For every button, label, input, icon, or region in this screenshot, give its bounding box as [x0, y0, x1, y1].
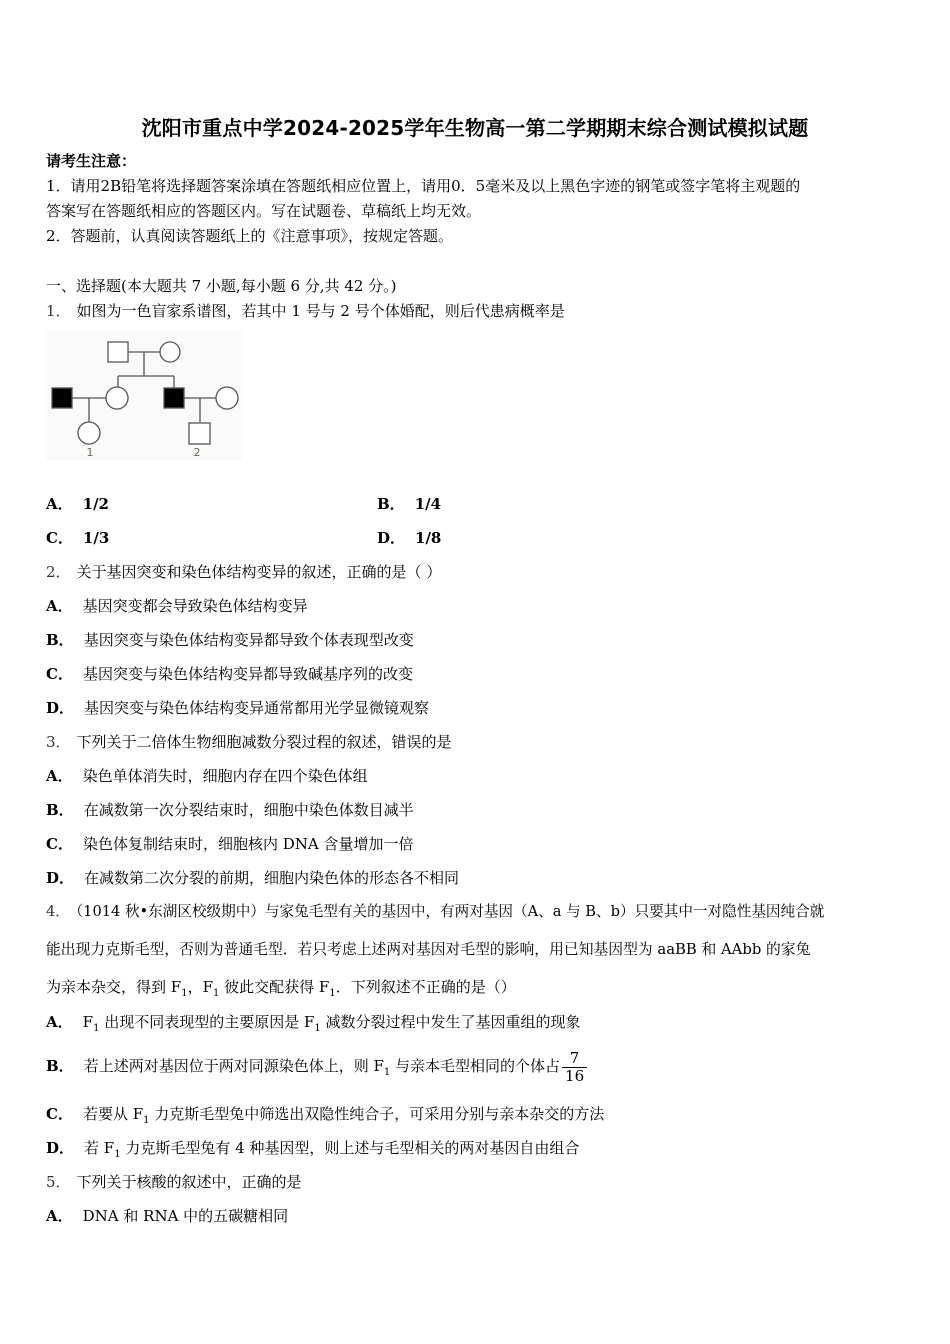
option-text: 1/4 — [414, 495, 442, 513]
option-label: B． — [377, 495, 405, 513]
notice-line-1a: 1．请用2B铅笔将选择题答案涂填在答题纸相应位置上，请用0．5毫米及以上黑色字迹的钢笔或签字笔将主观题的 — [46, 177, 801, 195]
q4-option-c — [46, 1104, 604, 1131]
q1-option-d — [377, 528, 441, 548]
notice-line-1b: 答案写在答题纸相应的答题区内。写在试题卷、草稿纸上均无效。 — [46, 202, 482, 220]
question-number: 2． — [46, 563, 71, 581]
question-stem: 如图为一色盲家系谱图，若其中 1 号与 2 号个体婚配，则后代患病概率是 — [76, 302, 565, 320]
option-text: 在减数第二次分裂的前期，细胞内染色体的形态各不相同 — [84, 869, 460, 887]
option-label: A． — [46, 1013, 73, 1031]
pedigree-label-1: 1 — [86, 446, 94, 459]
pedigree-female-normal — [216, 387, 238, 409]
subscript: 1 — [212, 988, 220, 999]
notice-heading: 请考生注意： — [46, 152, 137, 170]
question-5 — [46, 1172, 302, 1192]
question-stem: 关于基因突变和染色体结构变异的叙述，正确的是（ ） — [76, 563, 442, 581]
question-1 — [46, 301, 565, 321]
option-label: C． — [46, 529, 73, 547]
option-label: D． — [46, 1139, 75, 1157]
q2-option-c — [46, 664, 413, 684]
option-label: A． — [46, 495, 73, 513]
page-title: 沈阳市重点中学2024-2025学年生物高一第二学期期末综合测试模拟试题 — [141, 116, 809, 140]
option-label: B． — [46, 801, 74, 819]
text-segment: 彼此交配获得 F — [219, 978, 330, 996]
text-segment: 若 F — [84, 1139, 115, 1157]
option-label: D． — [46, 869, 75, 887]
option-label: A． — [46, 1207, 73, 1225]
question-number: 5． — [46, 1173, 71, 1191]
subscript: 1 — [143, 1115, 150, 1126]
text-segment: ．下列叙述不正确的是（） — [335, 978, 516, 996]
subscript: 1 — [181, 988, 188, 999]
subscript: 1 — [114, 1149, 121, 1160]
option-label: B． — [46, 631, 74, 649]
option-text: 基因突变都会导致染色体结构变异 — [82, 597, 308, 615]
option-label: C． — [46, 835, 73, 853]
pedigree-female-normal — [106, 387, 128, 409]
question-4-line-1 — [46, 902, 824, 922]
section-heading: 一、选择题(本大题共 7 小题,每小题 6 分,共 42 分。) — [46, 277, 397, 295]
subscript: 1 — [383, 1067, 391, 1078]
pedigree-diagram — [46, 330, 242, 460]
option-label: D． — [46, 699, 75, 717]
text-segment: 力克斯毛型兔中筛选出双隐性纯合子，可采用分别与亲本杂交的方法 — [149, 1105, 605, 1123]
pedigree-individual-1 — [78, 422, 100, 444]
text-segment: 与亲本毛型相同的个体占 — [390, 1057, 561, 1075]
option-text: 基因突变与染色体结构变异都导致个体表现型改变 — [83, 631, 414, 649]
option-label: A． — [46, 767, 73, 785]
q4-option-d — [46, 1138, 579, 1165]
text-segment: 出现不同表现型的主要原因是 F — [99, 1013, 315, 1031]
pedigree-male-normal — [108, 342, 128, 362]
option-text: 基因突变与染色体结构变异都导致碱基序列的改变 — [82, 665, 413, 683]
question-3 — [46, 732, 452, 752]
q1-option-c — [46, 528, 109, 548]
option-text: 染色体复制结束时，细胞核内 DNA 含量增加一倍 — [82, 835, 414, 853]
pedigree-female-normal — [160, 342, 180, 362]
text-segment: F — [82, 1013, 94, 1031]
q1-option-a — [46, 494, 109, 514]
question-stem: 下列关于核酸的叙述中，正确的是 — [76, 1173, 302, 1191]
text-segment: ，F — [187, 978, 213, 996]
pedigree-male-affected — [52, 388, 72, 408]
option-text: DNA 和 RNA 中的五碳糖相同 — [82, 1207, 289, 1225]
q3-option-a — [46, 766, 368, 786]
subscript: 1 — [329, 988, 336, 999]
q3-option-c — [46, 834, 413, 854]
q4-option-a — [46, 1012, 581, 1039]
text-segment: 为亲本杂交，得到 F — [46, 978, 182, 996]
option-label: D． — [377, 529, 406, 547]
pedigree-chart — [46, 330, 242, 460]
option-label: A． — [46, 597, 73, 615]
pedigree-individual-2 — [189, 423, 210, 444]
question-stem: 下列关于二倍体生物细胞减数分裂过程的叙述，错误的是 — [76, 733, 452, 751]
question-number: 4． — [46, 903, 70, 920]
subscript: 1 — [314, 1023, 321, 1034]
pedigree-label-2: 2 — [193, 446, 201, 459]
question-stem: （1014 秋•东湖区校级期中）与家兔毛型有关的基因中，有两对基因（A、a 与 B、b）只要其中一对隐性基因纯合就 — [75, 903, 825, 920]
text-segment: 若上述两对基因位于两对同源染色体上，则 F — [83, 1057, 384, 1075]
option-label: B． — [46, 1057, 74, 1075]
option-text: 基因突变与染色体结构变异通常都用光学显微镜观察 — [84, 699, 430, 717]
q1-option-b — [377, 494, 441, 514]
question-4-line-3 — [46, 977, 516, 1004]
q2-option-d — [46, 698, 429, 718]
question-number: 1． — [46, 302, 71, 320]
q3-option-b — [46, 800, 414, 820]
text-segment: 若要从 F — [82, 1105, 144, 1123]
text-segment: 减数分裂过程中发生了基因重组的现象 — [320, 1013, 581, 1031]
pedigree-male-affected — [164, 388, 184, 408]
option-label: C． — [46, 1105, 73, 1123]
q2-option-b — [46, 630, 414, 650]
option-text: 染色单体消失时，细胞内存在四个染色体组 — [82, 767, 368, 785]
q2-option-a — [46, 596, 308, 616]
q4-option-b — [46, 1046, 587, 1093]
option-text: 1/2 — [82, 495, 109, 513]
q5-option-a — [46, 1206, 288, 1226]
question-number: 3． — [46, 733, 71, 751]
option-text: 1/8 — [415, 529, 442, 547]
option-text: 在减数第一次分裂结束时，细胞中染色体数目减半 — [83, 801, 414, 819]
fraction — [562, 1050, 587, 1085]
option-text: 1/3 — [82, 529, 110, 547]
notice-line-2: 2．答题前，认真阅读答题纸上的《注意事项》，按规定答题。 — [46, 227, 454, 245]
subscript: 1 — [93, 1023, 100, 1034]
question-4-line-2: 能出现力克斯毛型，否则为普通毛型．若只考虑上述两对基因对毛型的影响，用已知基因型为 aaBB 和 AAbb 的家兔 — [46, 941, 811, 958]
text-segment: 力克斯毛型兔有 4 种基因型，则上述与毛型相关的两对基因自由组合 — [120, 1139, 580, 1157]
fraction-denominator: 16 — [565, 1066, 585, 1085]
q3-option-d — [46, 868, 459, 888]
option-label: C． — [46, 665, 73, 683]
question-2 — [46, 562, 441, 582]
fraction-numerator: 7 — [562, 1050, 587, 1068]
